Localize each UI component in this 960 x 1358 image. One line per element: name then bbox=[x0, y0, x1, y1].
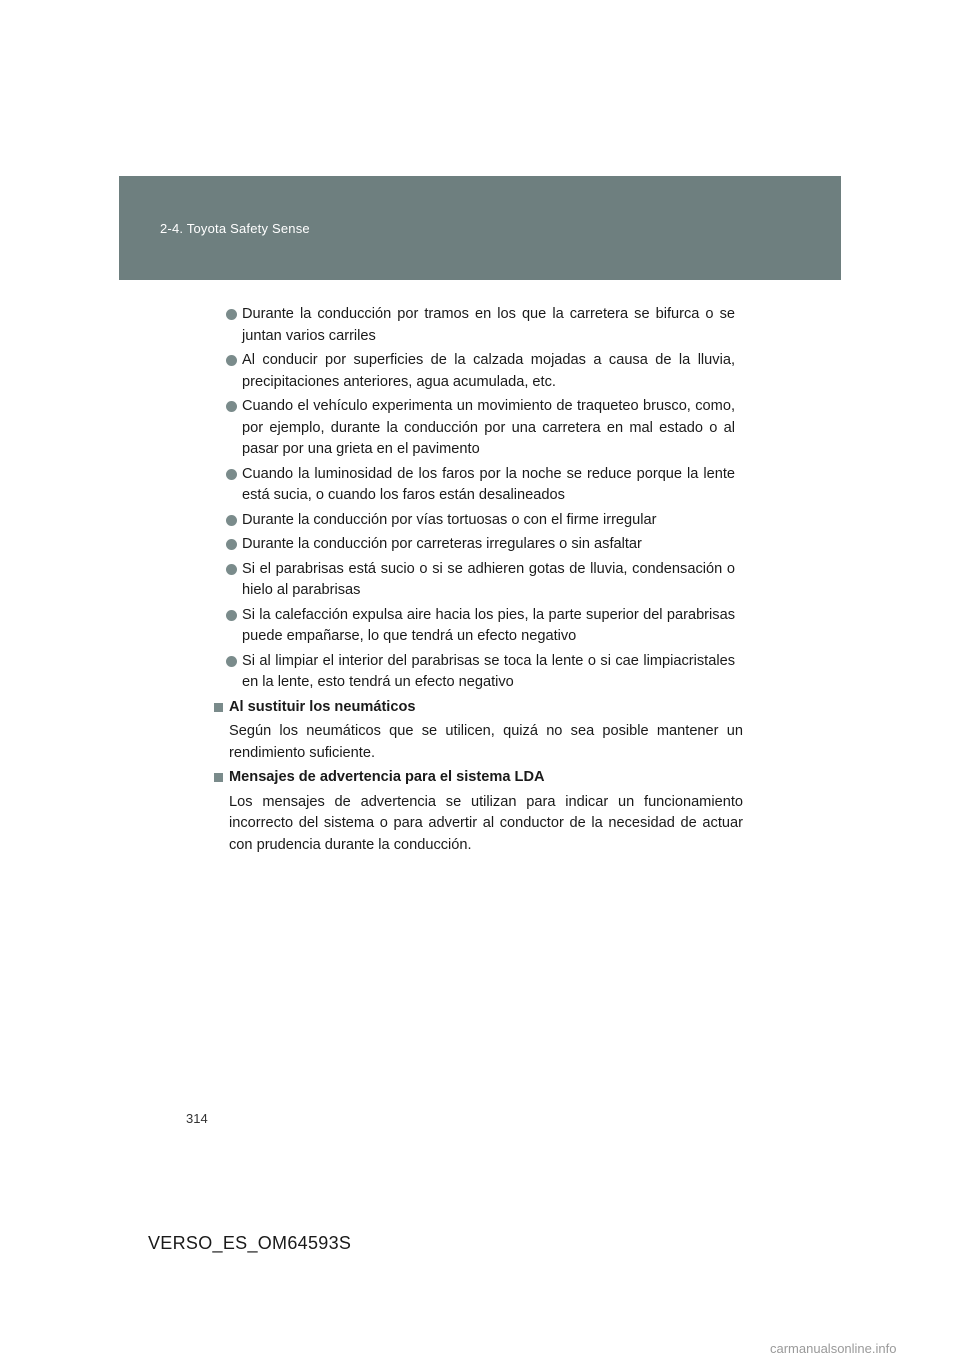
section-body: Según los neumáticos que se utilicen, quizá no sea posible mantener un rendimiento suficiente. bbox=[229, 723, 743, 761]
section-heading bbox=[213, 697, 743, 719]
list-item bbox=[213, 304, 743, 347]
list-item-text: Durante la conducción por tramos en los que la carretera se bifurca o se juntan varios carriles bbox=[242, 306, 735, 344]
section-lda-warnings bbox=[213, 767, 743, 856]
page-number: 314 bbox=[186, 1111, 208, 1126]
bullet-dot-icon bbox=[226, 539, 237, 550]
bullet-dot-icon bbox=[226, 469, 237, 480]
section-heading-text: Al sustituir los neumáticos bbox=[229, 698, 416, 715]
list-item bbox=[213, 651, 743, 694]
watermark: carmanualsonline.info bbox=[770, 1341, 897, 1356]
section-heading bbox=[213, 767, 743, 789]
list-item-text: Al conducir por superficies de la calzada mojadas a causa de la lluvia, precipitaciones anteriores, agua acumulada, etc. bbox=[242, 352, 735, 390]
square-bullet-icon bbox=[214, 703, 223, 712]
bullet-dot-icon bbox=[226, 564, 237, 575]
condition-list bbox=[213, 304, 743, 694]
list-item bbox=[213, 396, 743, 461]
list-item bbox=[213, 559, 743, 602]
list-item-text: Si el parabrisas está sucio o si se adhieren gotas de lluvia, condensación o hielo al parabrisas bbox=[242, 560, 735, 598]
bullet-dot-icon bbox=[226, 355, 237, 366]
list-item-text: Cuando el vehículo experimenta un movimiento de traqueteo brusco, como, por ejemplo, durante la conducción por una carretera en mal estado o al pasar por una grieta en el pavimento bbox=[242, 398, 735, 457]
list-item bbox=[213, 534, 743, 556]
list-item-text: Si al limpiar el interior del parabrisas se toca la lente o si cae limpiacristales en la lente, esto tendrá un efecto negativo bbox=[242, 652, 735, 690]
page-content bbox=[213, 304, 743, 859]
bullet-dot-icon bbox=[226, 401, 237, 412]
list-item-text: Si la calefacción expulsa aire hacia los pies, la parte superior del parabrisas puede empañarse, lo que tendrá un efecto negativo bbox=[242, 606, 735, 644]
section-body: Los mensajes de advertencia se utilizan para indicar un funcionamiento incorrecto del sistema o para advertir al conductor de la necesidad de actuar con prudencia durante la conducción. bbox=[229, 793, 743, 853]
list-item bbox=[213, 510, 743, 532]
section-heading-text: Mensajes de advertencia para el sistema LDA bbox=[229, 769, 545, 785]
list-item-text: Durante la conducción por carreteras irregulares o sin asfaltar bbox=[242, 536, 642, 552]
bullet-dot-icon bbox=[226, 656, 237, 667]
square-bullet-icon bbox=[214, 773, 223, 782]
bullet-dot-icon bbox=[226, 515, 237, 526]
list-item bbox=[213, 605, 743, 648]
list-item-text: Cuando la luminosidad de los faros por la noche se reduce porque la lente está sucia, o cuando los faros están desalineados bbox=[242, 465, 735, 503]
document-code: VERSO_ES_OM64593S bbox=[148, 1233, 352, 1253]
list-item-text: Durante la conducción por vías tortuosas o con el firme irregular bbox=[242, 511, 657, 528]
bullet-dot-icon bbox=[226, 309, 237, 320]
list-item bbox=[213, 464, 743, 507]
section-tires bbox=[213, 697, 743, 765]
bullet-dot-icon bbox=[226, 610, 237, 621]
list-item bbox=[213, 350, 743, 393]
section-title: 2-4. Toyota Safety Sense bbox=[160, 221, 310, 236]
